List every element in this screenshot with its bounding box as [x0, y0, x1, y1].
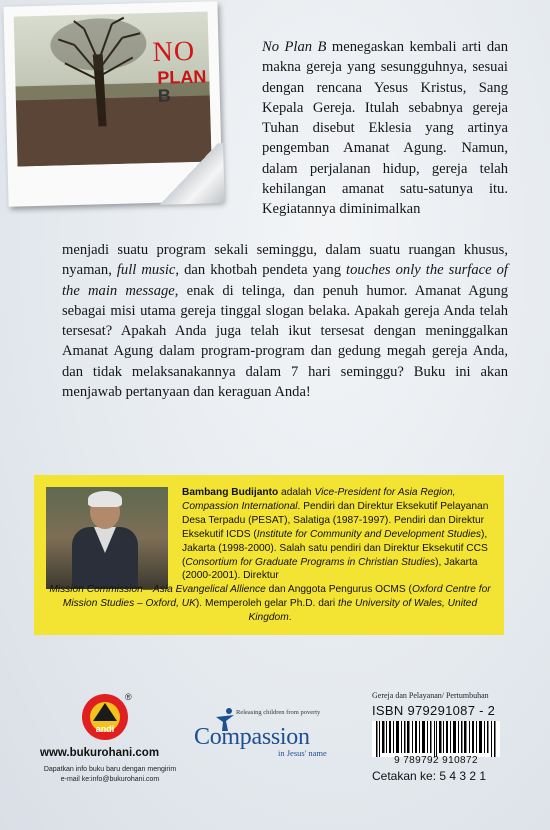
registered-mark: ®: [125, 692, 132, 702]
bio-text: . Pendiri dan Direktur Eksekutif Pelayanan Desa Terpadu (PESAT), Salatiga (1987-1997). Pendiri dan Direktur Eksekutif ICDS (: [182, 500, 489, 540]
bio-text: ), Jakarta (1998-2000). Salah satu pendiri dan Direktur Eksekutif CCS (: [182, 528, 488, 568]
book-title-italic: No Plan B: [262, 39, 327, 55]
cover-title-plan-b: [157, 67, 220, 105]
author-name: Bambang Budijanto: [182, 487, 279, 498]
bio-italic: Institute for Community and Development Studies: [256, 528, 481, 540]
andi-logo: [82, 694, 128, 740]
bio-text: .: [288, 611, 292, 623]
bio-italic: Oxford Centre for Mission Studies – Oxford, UK: [62, 584, 491, 609]
blurb-paragraph-top: [262, 37, 508, 220]
bio-italic: the University of Wales, United Kingdom: [248, 597, 478, 623]
compassion-subtext: in Jesus' name: [278, 748, 327, 758]
bio-text: adalah: [278, 487, 315, 498]
cover-title-plan: PLAN: [157, 66, 207, 88]
bio-text: dan Anggota Pengurus OCMS (: [265, 584, 412, 595]
andi-logo-text: andi: [95, 724, 115, 734]
bio-text: ), Jakarta (2000-2001). Direktur: [182, 556, 478, 582]
cover-photo-card: [3, 1, 222, 207]
blurb-text: , enak di telinga, dan penuh humor. Amanat Agung sebagai misi utama gereja tinggal slogan belaka. Apakah gereja Anda telah tersesat? Apakah Anda juga telah ikut tersesat dengan meninggalkan Amanat Agung dalam program-program dan gedung megah gereja Anda, dan tidak melaksanakannya dalam 7 hari seminggu? Buku ini akan menjawab pertanyaan dan keraguan Anda!: [62, 282, 508, 401]
compassion-tagline: Releasing children from poverty: [236, 709, 321, 716]
isbn: ISBN 979291087 - 2: [372, 703, 496, 718]
publisher-website: www.bukurohani.com: [40, 747, 160, 759]
blurb-text: , dan khotbah pendeta yang: [175, 262, 347, 279]
author-bio-continued: [42, 583, 498, 625]
cover-title-b: B: [157, 85, 172, 106]
page-curl: [153, 143, 225, 205]
blurb-text: menegaskan kembali arti dan makna gereja yang sesungguhnya, sesuai dengan rencana Yesus Kristus, Sang Kepala Gereja. Itulah sebabnya gereja Tuhan disebut Eklesia yang artinya pengemban Amanat Agung. Namun, dalam perjalanan hidup, gereja telah kehilangan amanat satu-satunya itu. Kegiatannya diminimalkan: [262, 39, 508, 218]
author-bio: [182, 486, 494, 583]
author-photo: [46, 487, 168, 589]
bio-italic: Consortium for Graduate Programs in Christian Studies: [185, 556, 436, 568]
blurb-text: menjadi suatu program sekali seminggu, dalam suatu ruangan khusus, nyaman,: [62, 242, 508, 279]
blurb-paragraph-bottom: [62, 240, 508, 402]
bio-italic: Mission Commission—Asia Evangelical Allience: [49, 584, 266, 595]
print-edition: Cetakan ke: 5 4 3 2 1: [372, 769, 487, 783]
author-box: [34, 475, 504, 635]
blurb-italic: touches only the surface of the main message: [62, 262, 508, 299]
book-category: Gereja dan Pelayanan/ Pertumbuhan: [372, 691, 489, 700]
publisher-info: Dapatkan info buku baru dengan mengirim e-mail ke:info@bukurohani.com: [43, 766, 177, 783]
cover-title-no: NO: [152, 35, 196, 68]
barcode-digits: 9 789792 910872: [394, 755, 478, 766]
bio-italic: Vice-President for Asia Region, Compassion International: [182, 487, 456, 512]
blurb-italic: full music: [116, 262, 176, 279]
bio-text: ). Memperoleh gelar Ph.D. dari: [195, 597, 339, 609]
barcode-icon: [372, 721, 500, 757]
compassion-logo-text: Compassion: [194, 724, 310, 750]
